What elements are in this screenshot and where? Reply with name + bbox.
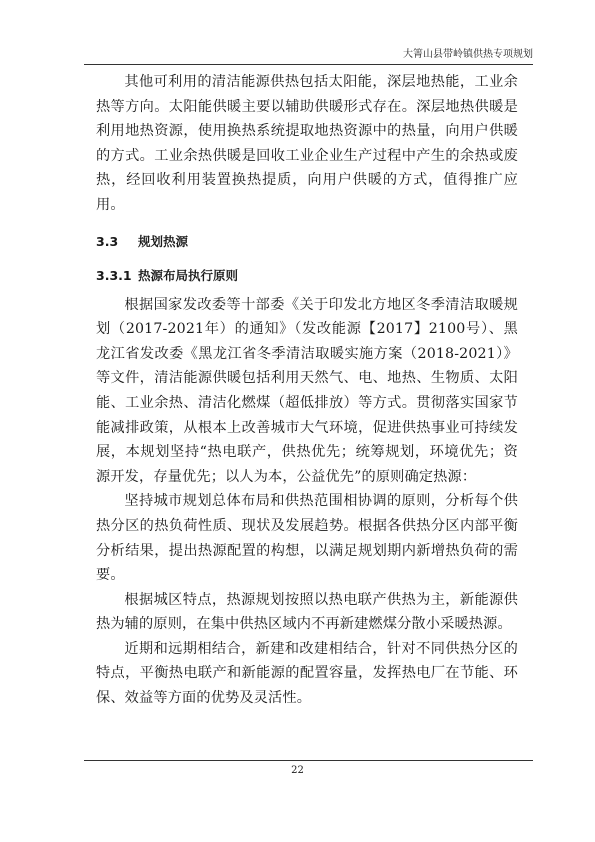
running-header: 大箐山县带岭镇供热专项规划	[403, 49, 533, 60]
body-paragraph-policy: 根据国家发改委等十部委《关于印发北方地区冬季清洁取暖规划（2017-2021年）的通知》（发改能源【2017】2100号）、黑龙江省发改委《黑龙江省冬季清洁取暖实施方案（2018-2021）》等文件，清洁能源供暖包括利用天然气、电、地热、生物质、太阳能、工业余热、清洁化燃煤（超低排放）等方式。贯彻落实国家节能减排政策，从根本上改善城市大气环境，促进供热事业可持续发展，本规划坚持“热电联产，供热优先；统筹规划，环境优先；资源开发，存量优先；以人为本，公益优先”的原则确定热源：	[96, 296, 518, 485]
intro-paragraph: 其他可利用的清洁能源供热包括太阳能，深层地热能，工业余热等方向。太阳能供暖主要以辅助供暖形式存在。深层地热供暖是利用地热资源，使用换热系统提取地热资源中的热量，向用户供暖的方式。工业余热供暖是回收工业企业生产过程中产生的余热或废热，经回收利用装置换热提质，向用户供暖的方式，值得推广应用。	[96, 74, 518, 213]
header-divider	[84, 64, 533, 65]
page-number: 22	[291, 765, 304, 776]
page-body	[96, 70, 518, 711]
body-paragraph-cogeneration: 根据城区特点，热源规划按照以热电联产供热为主，新能源供热为辅的原则，在集中供热区域内不再新建燃煤分散小采暖热源。	[96, 591, 518, 633]
subsection-title: 热源布局执行原则	[138, 267, 239, 283]
section-heading-3-3	[96, 231, 518, 253]
section-title: 规划热源	[138, 233, 189, 249]
subsection-number: 3.3.1	[96, 267, 132, 283]
body-paragraph-planning: 坚持城市规划总体布局和供热范围相协调的原则，分析每个供热分区的热负荷性质、现状及发展趋势。根据各供热分区内部平衡分析结果，提出热源配置的构想，以满足规划期内新增热负荷的需要。	[96, 493, 518, 584]
footer-divider	[84, 760, 533, 761]
section-number: 3.3	[96, 233, 119, 249]
body-paragraph-phasing: 近期和远期相结合，新建和改建相结合，针对不同供热分区的特点，平衡热电联产和新能源的配置容量，发挥热电厂在节能、环保、效益等方面的优势及灵活性。	[96, 640, 518, 707]
subsection-heading-3-3-1	[96, 265, 518, 287]
